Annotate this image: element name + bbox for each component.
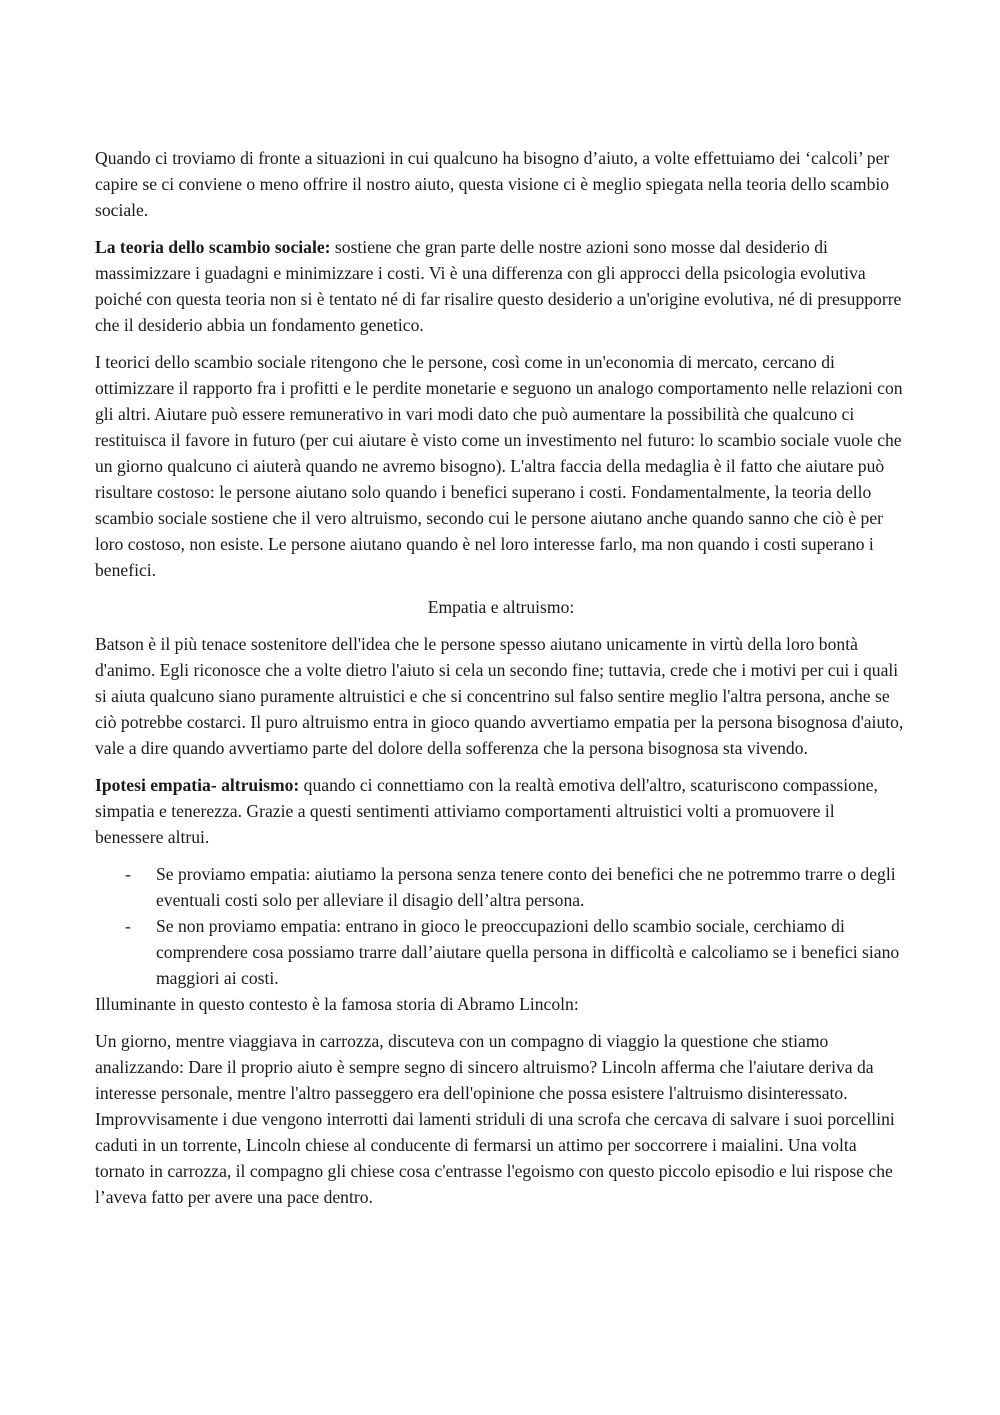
dash-marker: - xyxy=(125,864,131,884)
social-exchange-paragraph xyxy=(95,234,907,338)
document-page xyxy=(95,145,907,1210)
list-item xyxy=(95,861,907,913)
list-item-text: Se proviamo empatia: aiutiamo la persona senza tenere conto dei benefici che ne potremmo trarre o degli eventuali costi solo per alleviare il disagio dell’altra persona. xyxy=(156,864,896,910)
lincoln-story-paragraph: Un giorno, mentre viaggiava in carrozza, discuteva con un compagno di viaggio la questione che stiamo analizzando: Dare il proprio aiuto è sempre segno di sincero altruismo? Lincoln afferma che l'aiutare deriva da interesse personale, mentre l'altro passeggero era dell'opinione che possa esistere l'altruismo disinteressato. Improvvisamente i due vengono interrotti dai lamenti striduli di una scrofa che cercava di salvare i suoi porcellini caduti in un torrente, Lincoln chiese al conducente di fermarsi un attimo per soccorrere i maialini. Una volta tornato in carrozza, il compagno gli chiese cosa c'entrasse l'egoismo con questo piccolo episodio e lui rispose che l’aveva fatto per avere una pace dentro. xyxy=(95,1031,895,1207)
section-heading: Empatia e altruismo: xyxy=(427,597,575,617)
hypothesis-paragraph xyxy=(95,772,907,850)
dash-marker: - xyxy=(125,916,131,936)
batson-paragraph: Batson è il più tenace sostenitore dell'idea che le persone spesso aiutano unicamente in virtù della loro bontà d'animo. Egli riconosce che a volte dietro l'aiuto si cela un secondo fine; tuttavia, crede che i motivi per cui i quali si aiuta qualcuno siano puramente altruistici e che si concentrino sul falso sentire meglio l'altra persona, anche se ciò potrebbe costarci. Il puro altruismo entra in gioco quando avvertiamo empatia per la persona bisognosa d'aiuto, vale a dire quando avvertiamo parte del dolore della sofferenza che la persona bisognosa sta vivendo. xyxy=(95,634,904,758)
lincoln-intro-paragraph: Illuminante in questo contesto è la famosa storia di Abramo Lincoln: xyxy=(95,994,579,1014)
list-item-text: Se non proviamo empatia: entrano in gioco le preoccupazioni dello scambio sociale, cerchiamo di comprendere cosa possiamo trarre dall’aiutare quella persona in difficoltà e calcoliamo se i benefici siano maggiori ai costi. xyxy=(156,916,900,988)
social-exchange-term: La teoria dello scambio sociale: xyxy=(95,237,331,257)
list-item xyxy=(95,913,907,991)
social-exchange-text: sostiene che gran parte delle nostre azioni sono mosse dal desiderio di massimizzare i guadagni e minimizzare i costi. Vi è una differenza con gli approcci della psicologia evolutiva poiché con questa teoria non si è tentato né di far risalire questo desiderio a un'origine evolutiva, né di presupporre che il desiderio abbia un fondamento genetico. xyxy=(95,237,902,335)
bullet-list xyxy=(95,861,907,991)
hypothesis-text: quando ci connettiamo con la realtà emotiva dell'altro, scaturiscono compassione, simpatia e tenerezza. Grazie a questi sentimenti attiviamo comportamenti altruistici volti a promuovere il benessere altrui. xyxy=(95,775,878,847)
intro-paragraph: Quando ci troviamo di fronte a situazioni in cui qualcuno ha bisogno d’aiuto, a volte effettuiamo dei ‘calcoli’ per capire se ci conviene o meno offrire il nostro aiuto, questa visione ci è meglio spiegata nella teoria dello scambio sociale. xyxy=(95,148,890,220)
hypothesis-term: Ipotesi empatia- altruismo: xyxy=(95,775,300,795)
theorists-paragraph: I teorici dello scambio sociale ritengono che le persone, così come in un'economia di mercato, cercano di ottimizzare il rapporto fra i profitti e le perdite monetarie e seguono un analogo comportamento nelle relazioni con gli altri. Aiutare può essere remunerativo in vari modi dato che può aumentare la possibilità che qualcuno ci restituisca il favore in futuro (per cui aiutare è visto come un investimento nel futuro: lo scambio sociale vuole che un giorno qualcuno ci aiuterà quando ne avremo bisogno). L'altra faccia della medaglia è il fatto che aiutare può risultare costoso: le persone aiutano solo quando i benefici superano i costi. Fondamentalmente, la teoria dello scambio sociale sostiene che il vero altruismo, secondo cui le persone aiutano anche quando sanno che ciò è per loro costoso, non esiste. Le persone aiutano quando è nel loro interesse farlo, ma non quando i costi superano i benefici. xyxy=(95,352,903,580)
